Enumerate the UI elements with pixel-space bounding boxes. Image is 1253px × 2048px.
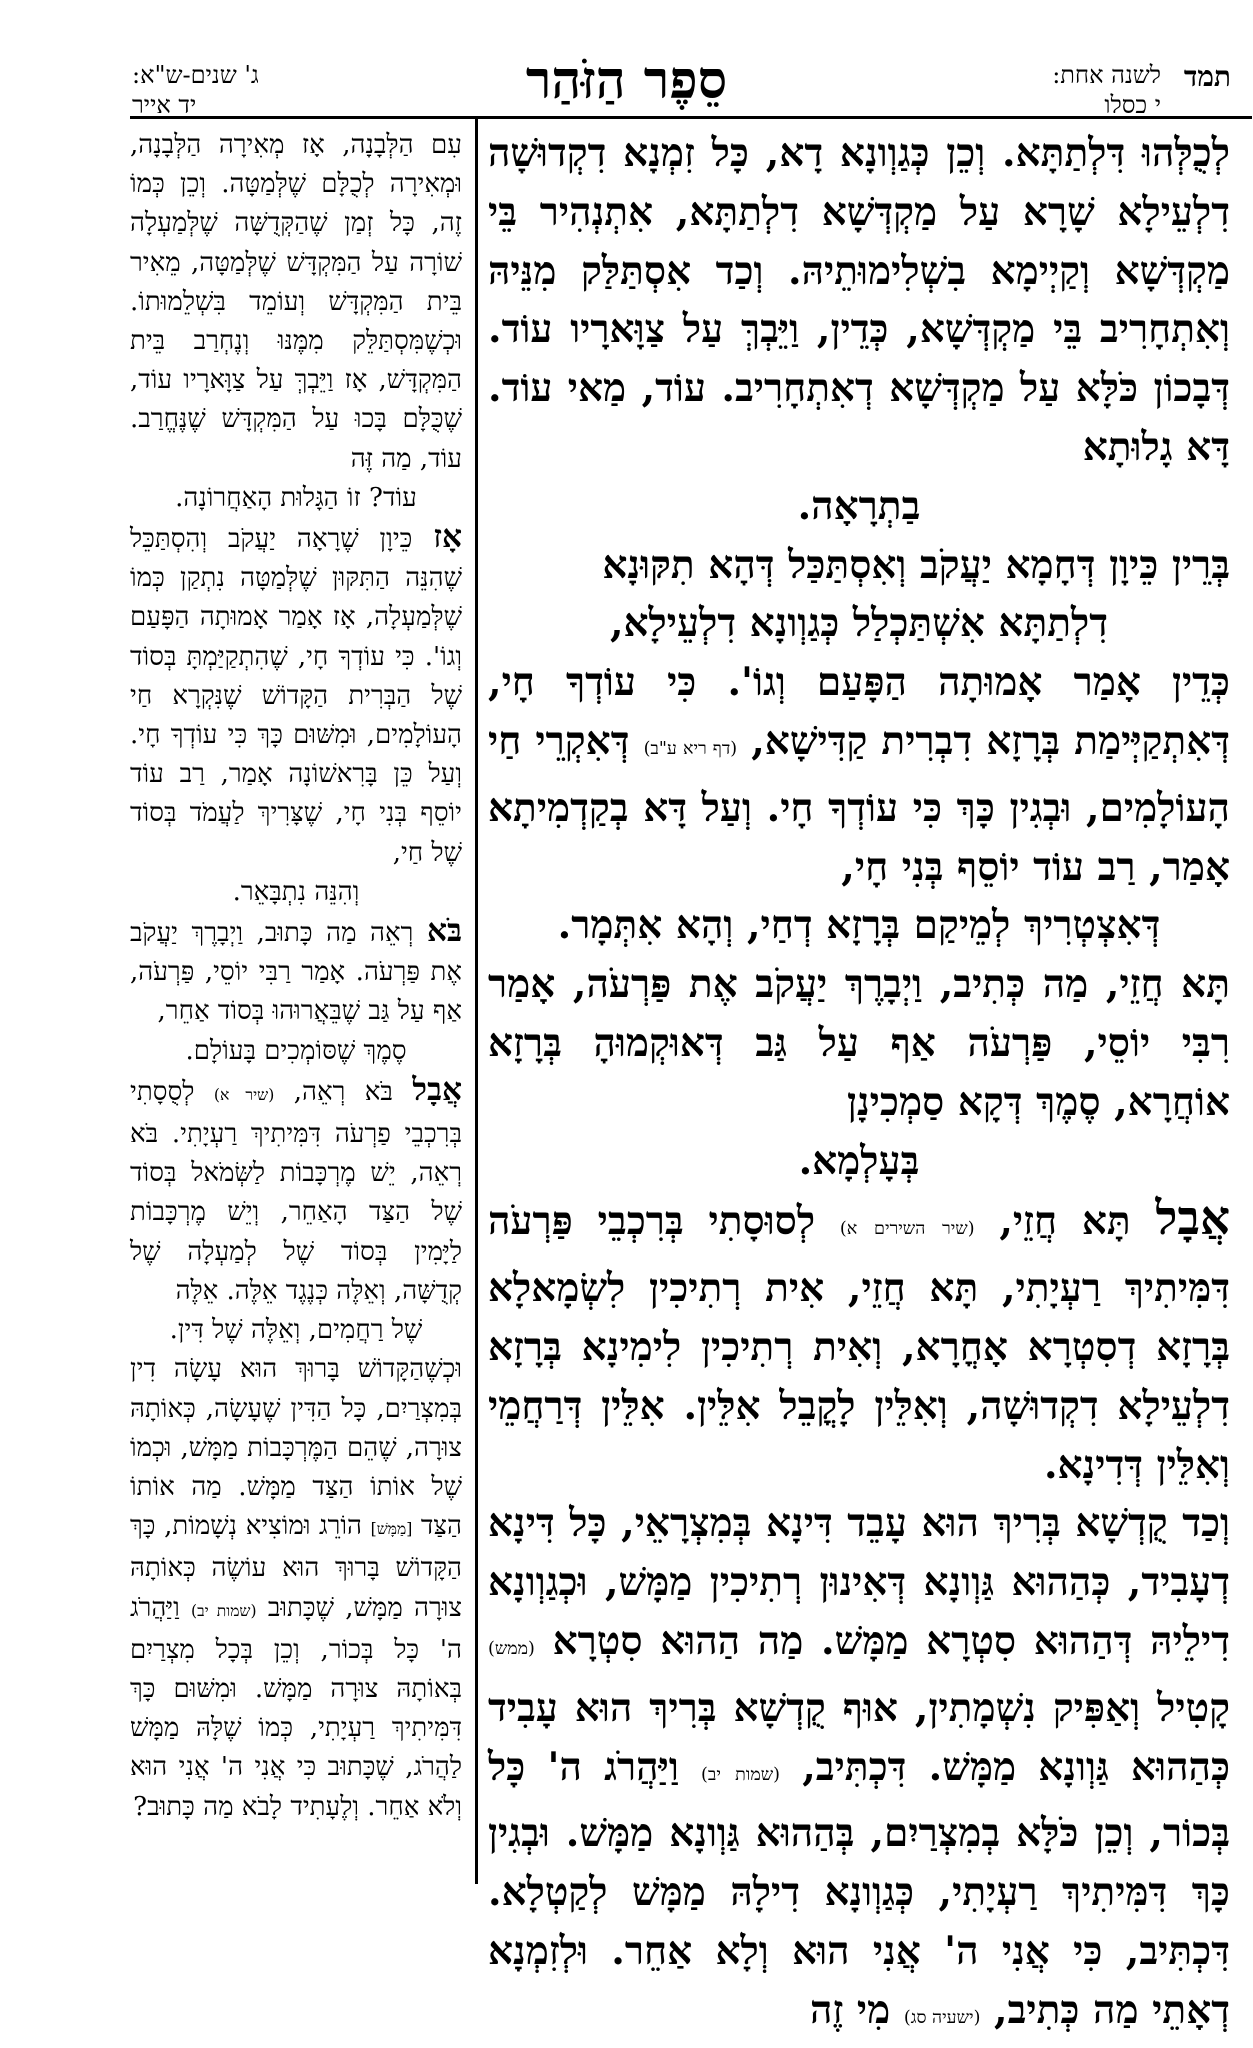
opening-word: אָז [433, 519, 462, 556]
hebrew-translation-column [130, 126, 462, 1882]
page-header [0, 0, 1253, 120]
side-paragraph-3: בֹּא רְאֵה מַה כָּתוּב, וַיְבָרֶךְ יַעֲקֹב אֶת פַּרְעֹה. אָמַר רַבִּי יוֹסֵי, פַּרְעֹה, אַף עַל גַּב שֶׁבֵּאֲרוּהוּ בְּסוֹד אַחֵר, [130, 913, 462, 1027]
main-paragraph-2-end: דְּאִצְטְרִיךְ לְמֵיקַם בְּרָזָא דְחַי, וְהָא אִתְּמָר. [557, 902, 1161, 949]
main-paragraph-2-start: בְּרֵין כֵּיוָן דְּחָמָא יַעֲקֹב וְאִסְתַּכַּל דְּהָא תִקּוּנָא [602, 541, 1230, 588]
main-paragraph-2-body: כְּדֵין אָמַר אָמוּתָה הַפָּעַם וְגוֹ'. כִּי עוֹדְךָ חָי, דְּאִתְקַיְּימַת בְּרָזָא דִבְרִית קַדִּישָׁא, (דף ריא ע"ב) דְּאִקְרֵי חַי הָעוֹלָמִים, וּבְגִין כָּךְ כִּי עוֹדְךָ חָי. וְעַל דָּא בְקַדְמִיתָא אָמַר, רַב עוֹד יוֹסֵף בְּנִי חָי, [488, 659, 1231, 890]
opening-word: אֲבָל [412, 1071, 463, 1108]
column-divider [475, 118, 478, 1884]
main-paragraph-3-end: בְּעָלְמָא. [798, 1137, 920, 1184]
main-paragraph-4: אֲבָל תָּא חֲזֵי, (שיר השירים א) לְסוּסָתִי בְּרִכְבֵי פַּרְעֹה דִּמִּיתִיךְ רַעְיָתִי, תָּא חֲזֵי, אִית רְתִיכִין לִשְׂמָאלָא בְּרָזָא דְסִטְרָא אָחֳרָא, וְאִית רְתִיכִין לִימִינָא בְּרָזָא דִלְעֵילָא דִקְדוּשָׁה, וְאִלֵּין לָקֳבֵל אִלֵּין. אִלֵּין דְּרַחֲמֵי וְאִלֵּין דְּדִינָא. [488, 1191, 1231, 1488]
main-paragraph-1: לְכֻלְּהוּ דִּלְתַתָּא. וְכֵן כְּגַוְונָא דָא, כָּל זִמְנָא דִקְדוּשָׁה דִלְעֵילָא שָׁרָא עַל מַקְדְּשָׁא דִלְתַתָּא, אִתְנְהִיר בֵּי מַקְדְּשָׁא וְקַיְימָא בִשְׁלִימוּתֵיהּ. וְכַד אִסְתַּלַּק מִנֵּיהּ וְאִתְחָרִיב בֵּי מַקְדְּשָׁא, כְּדֵין, וַיֵּבְךְּ עַל צַוָּארָיו עוֹד. דְּבָכוֹן כֹּלָּא עַל מַקְדְּשָׁא דְאִתְחָרִיב. עוֹד, מַאי עוֹד. דָּא גָלוּתָא [488, 130, 1230, 470]
opening-word: בֹּא [426, 913, 462, 950]
verse-reference: (שיר א) [213, 1085, 275, 1104]
main-paragraph-3: תָּא חֲזֵי, מַה כְּתִיב, וַיְבָרֶךְ יַעֲקֹב אֶת פַּרְעֹה, אָמַר רִבִּי יוֹסֵי, פַּרְעֹה אַף עַל גַּב דְּאוּקְמוּהָ בְּרָזָא אוֹחֲרָא, סֶמֶךְ דְּקָא סַמְכִינָן [488, 961, 1230, 1125]
side-paragraph-2: אָז כֵּיוָן שֶׁרָאָה יַעֲקֹב וְהִסְתַּכֵּל שֶׁהִנֵּה הַתִּקּוּן שֶׁלְּמַטָּה נִתְקַן כְּמוֹ שֶׁלְּמַעְלָה, אָז אָמַר אָמוּתָה הַפָּעַם וְגוֹ'. כִּי עוֹדְךָ חָי, שֶׁהִתְקַיַּמְתָּ בְּסוֹד שֶׁל הַבְּרִית הַקָּדוֹשׁ שֶׁנִּקְרָא חַי הָעוֹלָמִים, וּמִשּׁוּם כָּךְ כִּי עוֹדְךָ חָי. וְעַל כֵּן בָּרִאשׁוֹנָה אָמַר, רַב עוֹד יוֹסֵף בְּנִי חָי, שֶׁצָּרִיךְ לַעֲמֹד בְּסוֹד שֶׁל חַי, [130, 519, 462, 868]
verse-reference: (שמות יב) [701, 1764, 780, 1785]
folio-reference: (דף ריא ע"ב) [643, 738, 738, 759]
side-paragraph-1: עִם הַלְּבָנָה, אָז מְאִירָה הַלְּבָנָה, וּמְאִירָה לְכֻלָּם שֶׁלְּמַטָּה. וְכֵן כְּמוֹ זֶה, כָּל זְמַן שֶׁהַקְּדֻשָּׁה שֶׁלְּמַעְלָה שׁוֹרָה עַל הַמִּקְדָּשׁ שֶׁלְּמַטָּה, מֵאִיר בֵּית הַמִּקְדָּשׁ וְעוֹמֵד בִּשְׁלֵמוּתוֹ. וּכְשֶׁמִּסְתַּלֵּק מִמֶּנּוּ וְנֶחְרַב בֵּית הַמִּקְדָּשׁ, אָז וַיֵּבְךְּ עַל צַוָּארָיו עוֹד, שֶׁכֻּלָּם בָּכוּ עַל הַמִּקְדָּשׁ שֶׁנֶּחֱרַב. עוֹד, מַה זֶּה [130, 130, 462, 474]
three-year-schedule-date: יד אייר [132, 91, 197, 119]
one-year-schedule-date: י כסלו [1104, 91, 1161, 119]
side-paragraph-4: אֲבָל בֹּא רְאֵה, (שיר א) לְסֻסָתִי בְּרִכְבֵי פַרְעֹה דִּמִּיתִיךְ רַעְיָתִי. בֹּא רְאֵה, יֵשׁ מֶרְכָּבוֹת לַשְּׂמֹאל בְּסוֹד שֶׁל הַצַּד הָאַחֵר, וְיֵשׁ מֶרְכָּבוֹת לַיָּמִין בְּסוֹד שֶׁל לְמַעְלָה שֶׁל קְדֻשָּׁה, וְאֵלֶּה כְּנֶגֶד אֵלֶּה. אֵלֶּה [130, 1071, 463, 1306]
verse-reference: (שיר השירים א) [839, 1219, 975, 1240]
page-number: תמד [1183, 60, 1231, 93]
bracket-note: (ממש) [488, 1638, 535, 1659]
main-aramaic-column [488, 124, 1231, 2033]
opening-word: אֲבָל [1155, 1191, 1231, 1247]
three-year-schedule [132, 60, 259, 120]
bracket-note: [מַמָּשׁ] [370, 1520, 413, 1539]
verse-reference: (ישעיה סג) [903, 2007, 981, 2028]
side-paragraph-3-end: סֶמֶךְ שֶׁסּוֹמְכִים בָּעוֹלָם. [185, 1035, 407, 1066]
book-title: סֵפֶר הַזֹּהַר [525, 50, 728, 111]
side-paragraph-4-end: שֶׁל רַחֲמִים, וְאֵלֶּה שֶׁל דִּין. [169, 1315, 423, 1346]
main-paragraph-5: וְכַד קֻדְשָׁא בְּרִיךְ הוּא עָבֵד דִּינָא בְּמִצְרָאֵי, כָּל דִּינָא דְעָבִיד, כְּהַהוּא גַּוְונָא דְּאִינוּן רְתִיכִין מַמָּשׁ, וּכְגַוְונָא דִילֵיהּ דְּהַהוּא סִטְרָא מַמָּשׁ. מַה הַהוּא סִטְרָא (ממש) קָטִיל וְאַפִּיק נִשְׁמָתִין, אוּף קֻדְשָׁא בְּרִיךְ הוּא עָבִיד כְּהַהוּא גַּוְונָא מַמָּשׁ. דִּכְתִּיב, (שמות יב) וַיַּהֲרֹג ה' כָּל בְּכוֹר, וְכֵן כֹּלָּא בְמִצְרַיִם, בְּהַהוּא גַּוְונָא מַמָּשׁ. וּבְגִין כָּךְ דִּמִּיתִיךְ רַעְיָתִי, כְּגַוְונָא דִילָהּ מַמָּשׁ לְקַטְלָא. דִּכְתִּיב, כִּי אֲנִי ה' אֲנִי הוּא וְלָא אַחֵר. וּלְזִמְנָא דְאָתֵי מַה כְּתִיב, (ישעיה סג) מִי זֶה [488, 1500, 1231, 2033]
one-year-schedule-label: לשנה אחת: [1052, 61, 1161, 89]
side-paragraph-5: וּכְשֶׁהַקָּדוֹשׁ בָּרוּךְ הוּא עָשָׂה דִין בְּמִצְרַיִם, כָּל הַדִּין שֶׁעָשָׂה, כְּאוֹתָהּ צוּרָה, שֶׁהֵם הַמֶּרְכָּבוֹת מַמָּשׁ, וּכְמוֹ שֶׁל אוֹתוֹ הַצַּד מַמָּשׁ. מַה אוֹתוֹ הַצַּד [מַמָּשׁ] הוֹרֵג וּמוֹצִיא נְשָׁמוֹת, כָּךְ הַקָּדוֹשׁ בָּרוּךְ הוּא עוֹשֶׂה כְּאוֹתָהּ צוּרָה מַמָּשׁ, שֶׁכָּתוּב (שמות יב) וַיַּהֲרֹג ה' כָּל בְּכוֹר, וְכֵן בְּכָל מִצְרַיִם בְּאוֹתָהּ צוּרָה מַמָּשׁ. וּמִשּׁוּם כָּךְ דִּמִּיתִיךְ רַעְיָתִי, כְּמוֹ שֶׁלָּהּ מַמָּשׁ לַהֲרֹג, שֶׁכָּתוּב כִּי אֲנִי ה' אֲנִי הוּא וְלֹא אַחֵר. וְלֶעָתִיד לָבֹא מַה כָּתוּב? [130, 1354, 463, 1822]
three-year-schedule-label: ג' שנים-ש"א: [132, 61, 259, 89]
header-rule [130, 116, 1252, 119]
side-paragraph-2-end: וְהִנֵּה נִתְבָּאֵר. [232, 876, 360, 907]
side-paragraph-1-end: עוֹד? זוֹ הַגָּלוּת הָאַחֲרוֹנָה. [175, 482, 417, 513]
verse-reference: (שמות יב) [191, 1601, 257, 1620]
main-paragraph-2-line2: דִלְתַתָּא אִשְׁתַּכְלַל כְּגַוְונָא דִלְעֵילָא, [609, 600, 1109, 647]
main-paragraph-1-end: בַתְרָאָה. [797, 482, 921, 529]
